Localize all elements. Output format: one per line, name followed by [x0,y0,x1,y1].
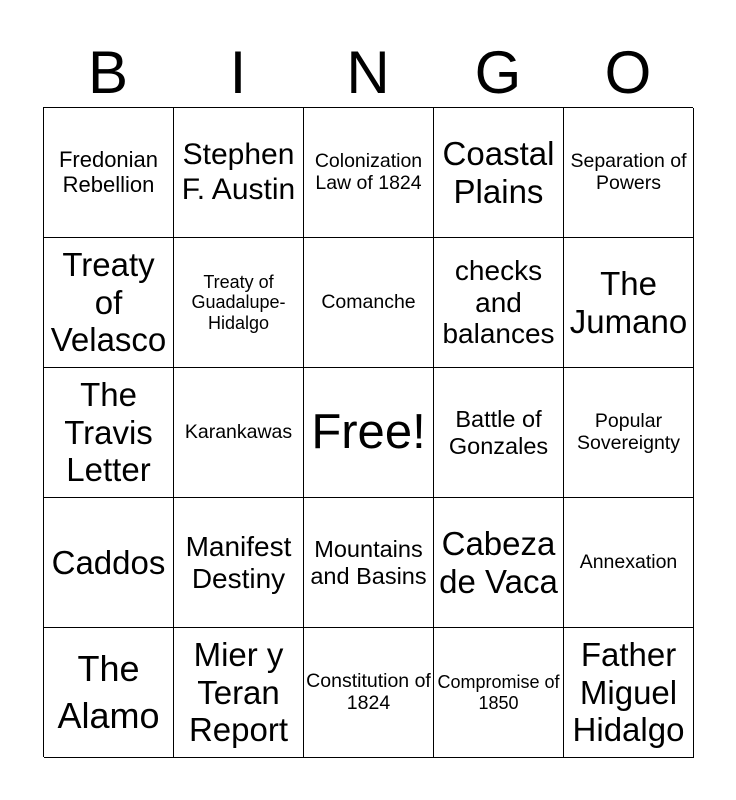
header-letter-g: G [474,39,522,106]
bingo-cell[interactable]: Cabeza de Vaca [434,498,564,628]
bingo-cell[interactable]: Annexation [564,498,694,628]
header-letter-b: B [87,39,129,106]
header-letter-o: O [604,39,652,106]
bingo-cell[interactable]: Stephen F. Austin [174,108,304,238]
free-space-cell[interactable]: Free! [304,368,434,498]
bingo-board [43,107,693,757]
bingo-cell[interactable]: Treaty of Velasco [44,238,174,368]
header-letter-n: N [346,39,390,106]
bingo-cell[interactable]: Father Miguel Hidalgo [564,628,694,758]
bingo-cell[interactable]: Battle of Gonzales [434,368,564,498]
bingo-cell[interactable]: The Jumano [564,238,694,368]
bingo-cell[interactable]: Separation of Powers [564,108,694,238]
header-letter-i: I [229,39,247,106]
bingo-header [43,38,693,108]
bingo-cell[interactable]: Coastal Plains [434,108,564,238]
bingo-cell[interactable]: Compromise of 1850 [434,628,564,758]
bingo-cell[interactable]: Colonization Law of 1824 [304,108,434,238]
bingo-cell[interactable]: Fredonian Rebellion [44,108,174,238]
bingo-cell[interactable]: Karankawas [174,368,304,498]
bingo-cell[interactable]: Mier y Teran Report [174,628,304,758]
bingo-cell[interactable]: Caddos [44,498,174,628]
bingo-cell[interactable]: The Travis Letter [44,368,174,498]
bingo-cell[interactable]: Constitution of 1824 [304,628,434,758]
bingo-cell[interactable]: Treaty of Guadalupe-Hidalgo [174,238,304,368]
bingo-cell[interactable]: Comanche [304,238,434,368]
bingo-cell[interactable]: Popular Sovereignty [564,368,694,498]
bingo-cell[interactable]: The Alamo [44,628,174,758]
bingo-cell[interactable]: Manifest Destiny [174,498,304,628]
bingo-cell[interactable]: Mountains and Basins [304,498,434,628]
bingo-cell[interactable]: checks and balances [434,238,564,368]
